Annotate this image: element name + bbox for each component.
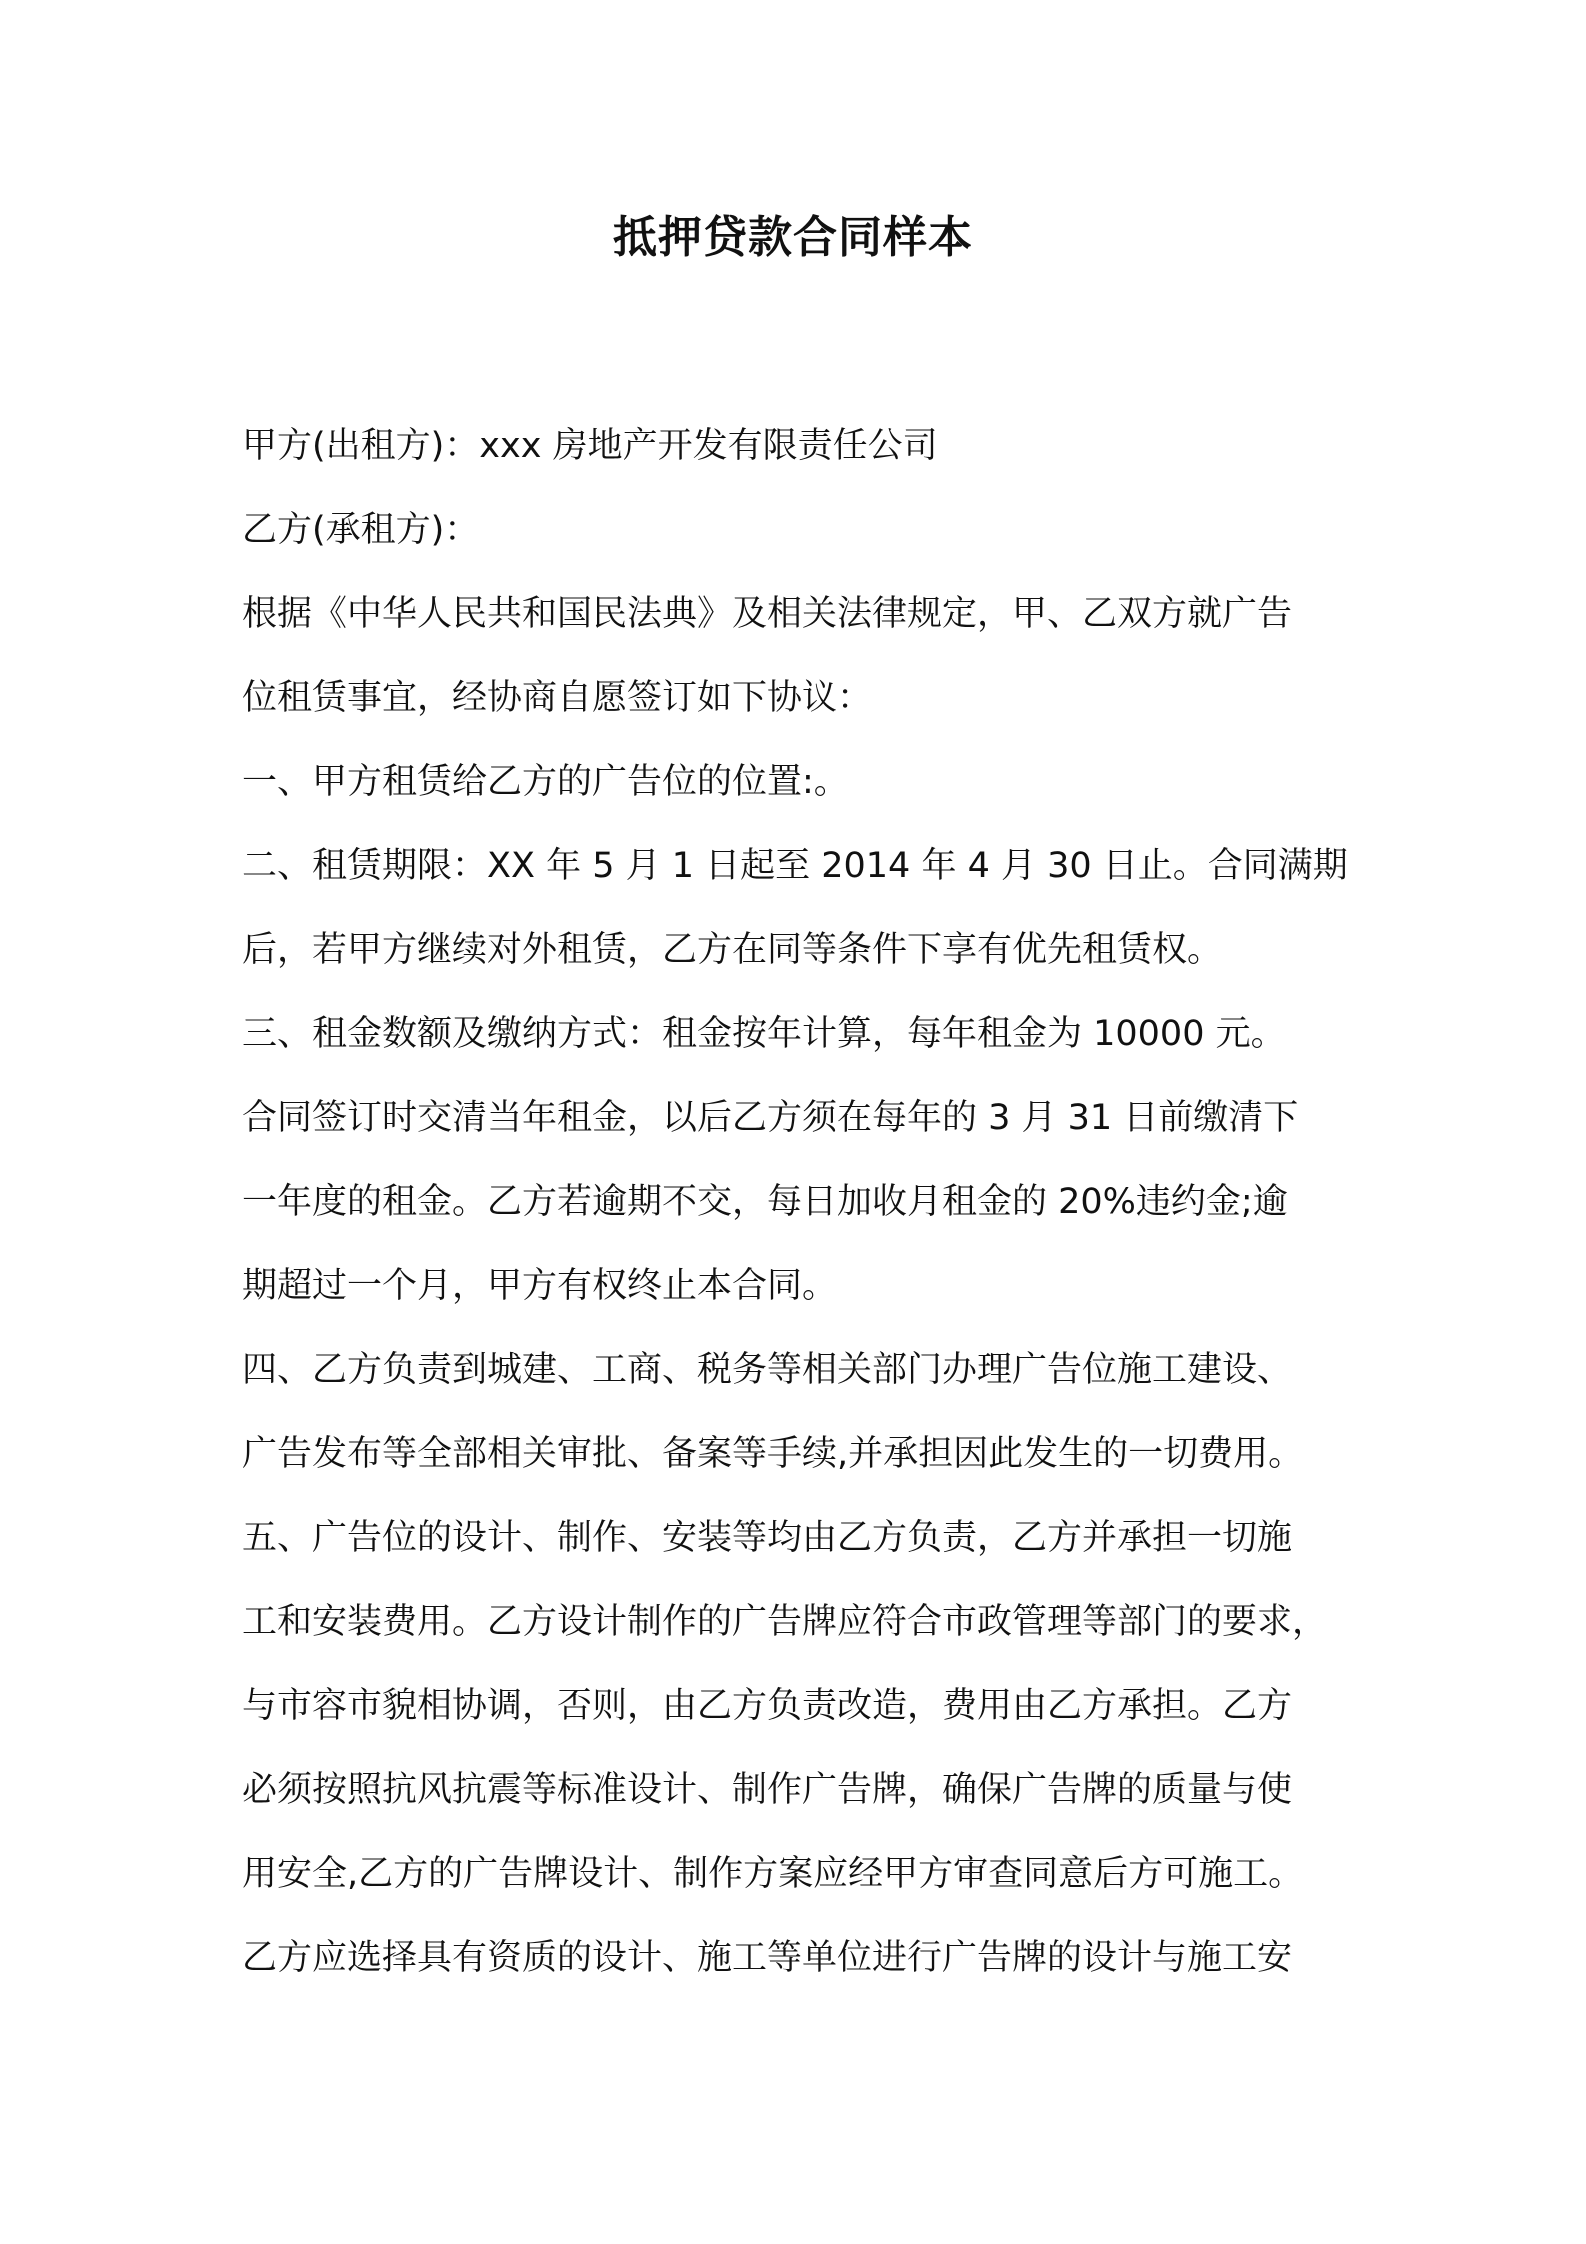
party-a-line: 甲方(出租方)：xxx 房地产开发有限责任公司 [242,426,938,466]
body-line: 用安全,乙方的广告牌设计、制作方案应经甲方审查同意后方可施工。 [242,1854,1304,1894]
body-line: 工和安装费用。乙方设计制作的广告牌应符合市政管理等部门的要求， [242,1602,1328,1642]
body-line: 根据《中华人民共和国民法典》及相关法律规定，甲、乙双方就广告 [242,594,1293,634]
body-line: 期超过一个月，甲方有权终止本合同。 [242,1266,838,1306]
body-line: 位租赁事宜，经协商自愿签订如下协议： [242,678,873,718]
body-line: 乙方应选择具有资质的设计、施工等单位进行广告牌的设计与施工安 [242,1938,1293,1978]
party-b-line: 乙方(承租方)： [242,510,480,550]
body-line: 合同签订时交清当年租金，以后乙方须在每年的 3 月 31 日前缴清下 [242,1098,1299,1138]
clause-4-line: 四、乙方负责到城建、工商、税务等相关部门办理广告位施工建设、 [242,1350,1293,1390]
clause-5-line: 五、广告位的设计、制作、安装等均由乙方负责，乙方并承担一切施 [242,1518,1293,1558]
document-body [242,404,1357,2000]
body-line: 一年度的租金。乙方若逾期不交，每日加收月租金的 20%违约金;逾 [242,1182,1288,1222]
clause-3-line: 三、租金数额及缴纳方式：租金按年计算，每年租金为 10000 元。 [242,1014,1286,1054]
body-line: 与市容市貌相协调，否则，由乙方负责改造，费用由乙方承担。乙方 [242,1686,1293,1726]
clause-2-line: 二、租赁期限：XX 年 5 月 1 日起至 2014 年 4 月 30 日止。合同满期 [242,846,1348,886]
clause-1-line: 一、甲方租赁给乙方的广告位的位置:。 [242,762,849,802]
body-line: 广告发布等全部相关审批、备案等手续,并承担因此发生的一切费用。 [242,1434,1304,1474]
body-line: 必须按照抗风抗震等标准设计、制作广告牌，确保广告牌的质量与使 [242,1770,1293,1810]
document-title: 抵押贷款合同样本 [613,212,973,263]
body-line: 后，若甲方继续对外租赁，乙方在同等条件下享有优先租赁权。 [242,930,1223,970]
